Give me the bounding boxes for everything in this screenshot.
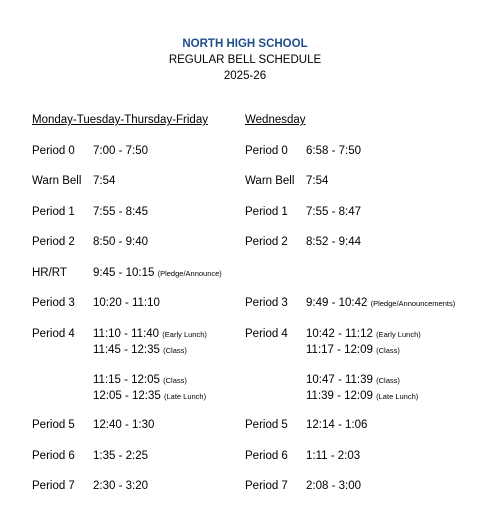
schedule-row-period-4: Period 4 10:42 - 11:12 (Early Lunch) 11:17 - 12:09 (Class) 10:47 - 11:39 (Class) 11:39 - 12:09 (Late Lunch) [245, 328, 421, 402]
period-label: Warn Bell [245, 175, 295, 187]
period-note: (Pledge/Announcements) [370, 299, 456, 308]
period-time: 8:52 - 9:44 [306, 236, 361, 248]
period-note: (Early Lunch) [162, 330, 207, 339]
period-time: 8:50 - 9:40 [93, 236, 148, 248]
schedule-row-period-4: Period 4 11:10 - 11:40 (Early Lunch) 11:45 - 12:35 (Class) 11:15 - 12:05 (Class) 12:05 - 12:35 (Late Lunch) [32, 328, 207, 402]
period-time: 7:55 - 8:45 [93, 206, 148, 218]
period-time: 7:54 [93, 175, 116, 187]
period-label: Period 7 [32, 480, 75, 492]
period-note: (Class) [376, 346, 400, 355]
wednesday-schedule-column [245, 113, 456, 492]
period-time: 12:40 - 1:30 [93, 419, 155, 431]
period-time: 7:54 [306, 175, 329, 187]
period-label: Warn Bell [32, 175, 82, 187]
period-time: 2:08 - 3:00 [306, 480, 361, 492]
period-label: Period 2 [32, 236, 75, 248]
period-label: Period 4 [245, 328, 288, 340]
period-label: Period 1 [32, 206, 75, 218]
weekday-column-title: Monday-Tuesday-Thursday-Friday [32, 114, 208, 126]
period-note: (Late Lunch) [376, 392, 419, 401]
period-time: 2:30 - 3:20 [93, 480, 148, 492]
period-time: 10:20 - 11:10 [93, 297, 160, 309]
wednesday-column-title: Wednesday [245, 114, 306, 126]
period-label: Period 6 [32, 450, 75, 462]
document-header [0, 36, 490, 84]
period-note: (Pledge/Announce) [157, 269, 222, 278]
period-time: 1:35 - 2:25 [93, 450, 148, 462]
period-label: Period 5 [245, 419, 288, 431]
period-label: Period 2 [245, 236, 288, 248]
period-note: (Early Lunch) [376, 330, 421, 339]
period-time: 12:14 - 1:06 [306, 419, 368, 431]
period-time: 7:55 - 8:47 [306, 206, 361, 218]
period-label: Period 6 [245, 450, 288, 462]
period-label: Period 7 [245, 480, 288, 492]
period-label: Period 5 [32, 419, 75, 431]
period-time: 9:45 - 10:15 (Pledge/Announce) [93, 267, 222, 279]
school-year: 2025-26 [223, 70, 267, 82]
period-time: 1:11 - 2:03 [306, 450, 361, 462]
period-label: Period 0 [245, 145, 288, 157]
period-label: Period 0 [32, 145, 75, 157]
period-label: Period 1 [245, 206, 288, 218]
period-note: (Late Lunch) [163, 392, 207, 401]
period-time: 7:00 - 7:50 [93, 145, 148, 157]
school-name: NORTH HIGH SCHOOL [182, 38, 308, 50]
period-note: (Class) [163, 376, 187, 385]
period-time: 6:58 - 7:50 [306, 145, 361, 157]
period-label: Period 3 [32, 297, 75, 309]
period-note: (Class) [376, 376, 400, 385]
period-note: (Class) [163, 346, 187, 355]
period-label: Period 3 [245, 297, 288, 309]
period-label: Period 4 [32, 328, 75, 340]
schedule-title: REGULAR BELL SCHEDULE [168, 54, 322, 66]
period-label: HR/RT [32, 267, 67, 279]
period-time: 9:49 - 10:42 (Pledge/Announcements) [306, 297, 456, 309]
weekday-schedule-column [32, 113, 222, 492]
